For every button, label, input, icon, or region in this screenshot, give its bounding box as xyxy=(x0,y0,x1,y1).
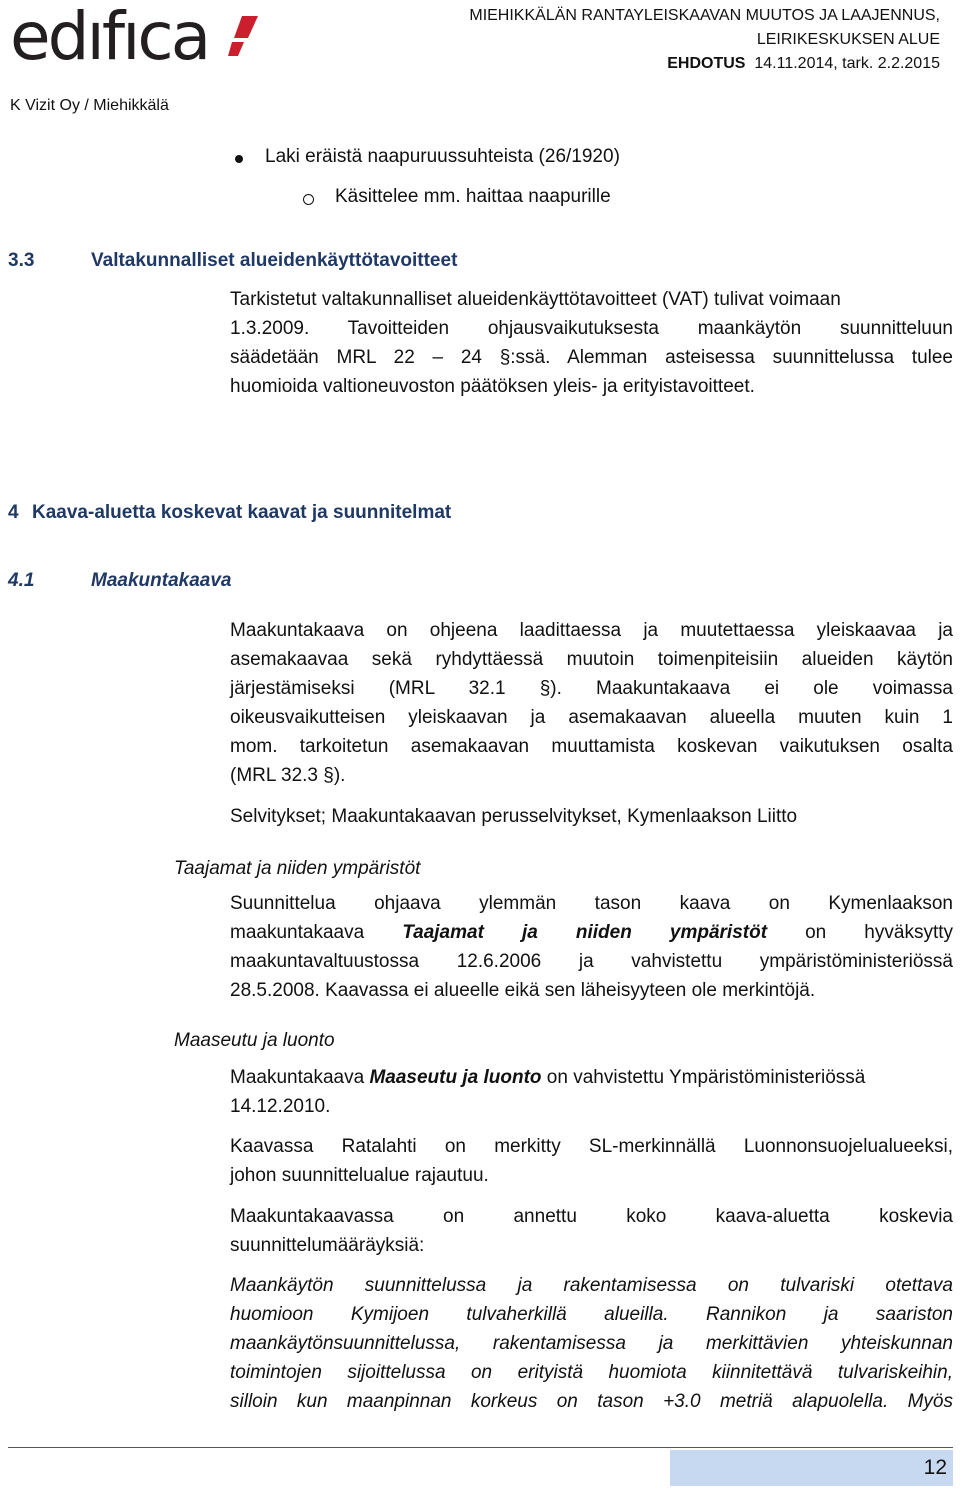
paragraph-line: Tarkistetut valtakunnalliset alueidenkäyttötavoitteet (VAT) tulivat voimaan xyxy=(230,289,841,310)
maaseutu-paragraph-3 xyxy=(230,1202,953,1260)
paragraph-line: huomioida valtioneuvoston päätöksen yleis- ja erityistavoitteet. xyxy=(230,376,755,397)
paragraph-line: 14.12.2010. xyxy=(230,1096,331,1117)
paragraph-line: huomioon Kymijoen tulvaherkillä alueilla. Rannikon ja saariston xyxy=(230,1304,953,1325)
section-title: Maakuntakaava xyxy=(91,570,232,591)
section-number: 4.1 xyxy=(8,570,35,591)
section-heading-3-3 xyxy=(8,250,457,272)
section-number: 3.3 xyxy=(8,250,35,271)
logo-wordmark: edıfıca xyxy=(10,0,209,75)
page-number-box xyxy=(670,1450,953,1486)
section-3-3-paragraph xyxy=(230,285,953,401)
paragraph-line: järjestämiseksi (MRL 32.1 §). Maakuntakaava ei ole voimassa xyxy=(230,678,953,699)
section-title: Valtakunnalliset alueidenkäyttötavoitteet xyxy=(91,250,458,271)
edifica-logo xyxy=(10,0,255,78)
section-heading-4-1 xyxy=(8,570,231,592)
text-run: Maakuntakaava xyxy=(230,1067,365,1088)
paragraph-line: Suunnittelua ohjaava ylemmän tason kaava on Kymenlaakson xyxy=(230,893,953,914)
status-label: EHDOTUS xyxy=(667,55,746,72)
status-date: 14.11.2014, tark. 2.2.2015 xyxy=(754,55,940,72)
paragraph-line xyxy=(230,1063,953,1092)
paragraph-line: 1.3.2009. Tavoitteiden ohjausvaikutuksesta maankäytön suunnitteluun xyxy=(230,318,953,339)
maaseutu-paragraph-1 xyxy=(230,1063,953,1121)
document-header xyxy=(469,4,940,76)
paragraph-line: maankäytönsuunnittelussa, rakentamisessa ja merkittävien yhteiskunnan xyxy=(230,1333,953,1354)
section-heading-4 xyxy=(8,502,451,524)
plan-name-emphasis: Maaseutu ja luonto xyxy=(369,1067,542,1088)
paragraph-line: Kaavassa Ratalahti on merkitty SL-merkinnällä Luonnonsuojelualueeksi, xyxy=(230,1136,953,1157)
footer-divider xyxy=(8,1447,953,1448)
maaseutu-paragraph-2 xyxy=(230,1132,953,1190)
company-name: K Vizit Oy / Miehikkälä xyxy=(10,97,169,114)
section-title: Kaava-aluetta koskevat kaavat ja suunnitelmat xyxy=(32,502,452,523)
paragraph-line: Maakuntakaava on ohjeena laadittaessa ja muutettaessa yleiskaavaa ja xyxy=(230,620,953,641)
sub-bullet-item xyxy=(335,186,611,208)
document-title-line1: MIEHIKKÄLÄN RANTAYLEISKAAVAN MUUTOS JA LAAJENNUS, xyxy=(469,7,940,24)
maaseutu-heading: Maaseutu ja luonto xyxy=(174,1030,335,1051)
paragraph-line: säädetään MRL 22 – 24 §:ssä. Alemman asteisessa suunnittelussa tulee xyxy=(230,347,953,368)
document-title-line2: LEIRIKESKUKSEN ALUE xyxy=(756,31,940,48)
selvitykset-paragraph: Selvitykset; Maakuntakaavan perusselvitykset, Kymenlaakson Liitto xyxy=(230,806,798,827)
section-4-1-paragraph xyxy=(230,616,953,790)
bullet-text: Laki eräistä naapuruussuhteista (26/1920) xyxy=(265,146,620,167)
paragraph-line: mom. tarkoitetun asemakaavan muuttamista koskevan vaikutuksen osalta xyxy=(230,736,953,757)
circle-bullet-icon xyxy=(303,194,314,205)
paragraph-line: maakuntavaltuustossa 12.6.2006 ja vahvistettu ympäristöministeriössä xyxy=(230,951,953,972)
text-run: maakuntakaava xyxy=(230,922,365,943)
paragraph-line: johon suunnittelualue rajautuu. xyxy=(230,1165,489,1186)
paragraph-line: asemakaavaa sekä ryhdyttäessä muutoin toimenpiteisiin alueiden käytön xyxy=(230,649,953,670)
section-number: 4 xyxy=(8,502,19,523)
maaseutu-regulation-quote xyxy=(230,1271,953,1416)
sub-bullet-text: Käsittelee mm. haittaa naapurille xyxy=(335,186,611,207)
paragraph-line: toimintojen sijoittelussa on erityistä huomiota kiinnitettävä tulvariskeihin, xyxy=(230,1362,953,1383)
paragraph-line: silloin kun maanpinnan korkeus on tason +3.0 metriä alapuolella. Myös xyxy=(230,1391,953,1412)
taajamat-heading: Taajamat ja niiden ympäristöt xyxy=(174,858,421,879)
taajamat-paragraph xyxy=(230,889,953,1005)
logo-accent-icon xyxy=(228,16,260,62)
page-number: 12 xyxy=(923,1456,947,1479)
paragraph-line: suunnittelumääräyksiä: xyxy=(230,1235,425,1256)
text-run: on hyväksytty xyxy=(805,922,954,943)
document-status xyxy=(469,52,940,76)
paragraph-line: oikeusvaikutteisen yleiskaavan ja asemakaavan alueella muuten kuin 1 xyxy=(230,707,953,728)
plan-name-emphasis: Taajamat ja niiden ympäristöt xyxy=(402,922,768,943)
bullet-dot-icon xyxy=(235,155,243,163)
bullet-item xyxy=(265,146,620,168)
text-run: on vahvistettu Ympäristöministeriössä xyxy=(546,1067,866,1088)
paragraph-line xyxy=(230,918,953,947)
paragraph-line: (MRL 32.3 §). xyxy=(230,765,346,786)
paragraph-line: Maakuntakaavassa on annettu koko kaava-aluetta koskevia xyxy=(230,1206,953,1227)
paragraph-line: Maankäytön suunnittelussa ja rakentamisessa on tulvariski otettava xyxy=(230,1275,953,1296)
paragraph-line: 28.5.2008. Kaavassa ei alueelle eikä sen läheisyyteen ole merkintöjä. xyxy=(230,980,816,1001)
